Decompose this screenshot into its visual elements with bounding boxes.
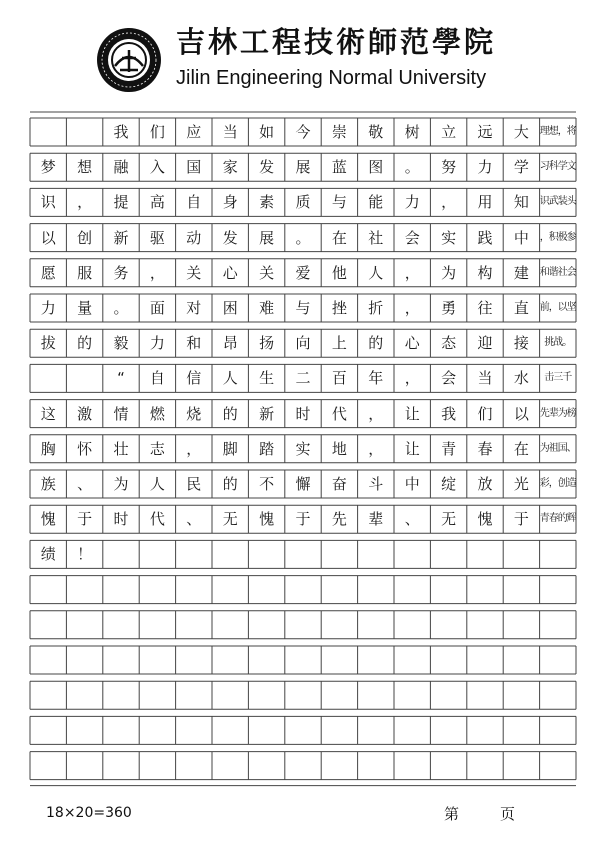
essay-char: 往 — [477, 299, 493, 317]
essay-char: 构 — [477, 263, 493, 282]
essay-char: 这 — [40, 404, 56, 423]
essay-char: 青春的辉 — [539, 513, 576, 525]
essay-char: 梦 — [40, 158, 56, 177]
essay-char: 图 — [368, 158, 384, 177]
essay-char: 的 — [368, 334, 384, 353]
essay-char — [66, 118, 102, 146]
essay-char: 在 — [513, 439, 529, 458]
essay-char: 人 — [368, 263, 384, 282]
essay-char: 展 — [295, 158, 311, 177]
essay-char: 勇 — [441, 299, 457, 317]
essay-char: 、 — [404, 510, 420, 529]
essay-char: 二 — [295, 369, 311, 388]
essay-char: 他 — [331, 263, 347, 282]
essay-char: 族 — [40, 475, 56, 493]
essay-char: 自 — [186, 193, 202, 212]
essay-char: 愧 — [259, 510, 275, 529]
essay-char: 为祖国、 — [539, 442, 576, 454]
essay-char: ， — [404, 299, 420, 317]
essay-char: 大 — [513, 123, 529, 141]
essay-char: 人 — [222, 369, 238, 388]
essay-char: 在 — [331, 228, 347, 247]
essay-char: 树 — [404, 123, 420, 141]
essay-char: 关 — [259, 263, 275, 282]
essay-char: 生 — [259, 369, 275, 388]
essay-char: 无 — [222, 510, 238, 529]
essay-char: 与 — [295, 299, 311, 317]
essay-char: 和谐社会 — [539, 266, 576, 278]
essay-char: 先辈为榜 — [539, 407, 576, 419]
essay-char: 以 — [40, 228, 56, 247]
essay-char: ， — [404, 369, 420, 388]
essay-char: 发 — [222, 228, 238, 247]
essay-char: 迎 — [477, 334, 493, 353]
essay-char: 拔 — [40, 334, 56, 353]
essay-char: 绽 — [441, 475, 457, 493]
essay-char: 识武装头 — [539, 196, 576, 208]
essay-char: 不 — [259, 475, 275, 493]
essay-char: 人 — [149, 475, 165, 493]
essay-char: ， — [441, 193, 457, 212]
essay-char: 提 — [113, 193, 129, 212]
essay-char: 为 — [441, 263, 457, 282]
essay-char: ， — [368, 439, 384, 458]
grid-capacity-label: 18×20=360 — [46, 805, 132, 821]
essay-char: 能 — [368, 193, 384, 212]
essay-char: ， — [368, 404, 384, 423]
essay-char: ！ — [77, 545, 93, 564]
essay-char: 、 — [186, 510, 202, 529]
essay-char: 绩 — [40, 545, 56, 564]
essay-char: 与 — [331, 193, 347, 212]
essay-char: 接 — [513, 334, 529, 353]
essay-char: ， — [149, 263, 165, 282]
essay-char: 创 — [77, 228, 93, 247]
essay-char: 知 — [513, 193, 529, 212]
essay-char: 高 — [149, 193, 165, 212]
essay-char: 远 — [477, 123, 493, 141]
essay-char: ， — [404, 263, 420, 282]
essay-char: 当 — [477, 369, 493, 388]
essay-char: 挫 — [331, 299, 347, 317]
essay-char: 困 — [222, 299, 238, 317]
essay-char: 驱 — [149, 228, 165, 247]
essay-char: ， — [186, 439, 202, 458]
page-number-prefix: 第 — [444, 805, 460, 823]
essay-char: 让 — [404, 439, 420, 458]
essay-char: 想 — [77, 158, 93, 177]
essay-char: 毅 — [113, 334, 129, 353]
essay-char: 、 — [77, 475, 93, 493]
essay-char: 实 — [295, 439, 311, 458]
essay-char: 力 — [477, 158, 493, 177]
essay-char: 入 — [149, 158, 165, 177]
essay-char: 国 — [186, 158, 202, 177]
essay-char: 家 — [222, 158, 238, 177]
essay-char: 量 — [77, 299, 93, 317]
essay-char: 奋 — [331, 475, 347, 493]
essay-char: 我 — [113, 123, 129, 141]
essay-char: 社 — [368, 228, 384, 247]
essay-char: 愧 — [40, 510, 56, 529]
essay-char: 斗 — [368, 475, 384, 493]
essay-char: 击三千 — [544, 372, 572, 384]
essay-char: 服 — [77, 263, 93, 282]
essay-char: 和 — [186, 334, 202, 353]
essay-char: 无 — [441, 510, 457, 529]
essay-char: 代 — [331, 404, 347, 423]
essay-char: 的 — [222, 475, 238, 493]
essay-char: 关 — [186, 263, 202, 282]
essay-char: 彩，创造 — [539, 478, 576, 489]
essay-char: 如 — [259, 123, 275, 141]
essay-char: 对 — [186, 299, 202, 317]
essay-char: 敬 — [368, 123, 384, 141]
essay-char: 信 — [186, 369, 202, 388]
essay-char: 直 — [513, 299, 529, 317]
essay-char: 踏 — [259, 439, 275, 458]
essay-char: 青 — [441, 439, 457, 458]
essay-char: 愧 — [477, 510, 493, 529]
page-number-suffix: 页 — [500, 805, 516, 823]
essay-char: ， — [77, 193, 93, 212]
essay-char: 志 — [149, 439, 165, 458]
essay-char: 素 — [259, 193, 275, 212]
essay-char: 让 — [404, 404, 420, 423]
essay-char: 折 — [368, 299, 384, 317]
essay-char: 自 — [149, 369, 165, 388]
essay-char: 百 — [331, 369, 347, 388]
essay-char: 习科学文 — [539, 161, 576, 173]
essay-char: 壮 — [113, 439, 129, 458]
essay-char: 于 — [77, 510, 93, 529]
essay-char: 质 — [295, 193, 311, 212]
essay-char: 展 — [259, 228, 275, 247]
essay-char: 力 — [404, 193, 420, 212]
essay-char: 。 — [295, 228, 311, 247]
essay-char: 新 — [113, 228, 129, 247]
essay-char: 先 — [331, 510, 347, 529]
essay-char: 放 — [477, 475, 493, 493]
essay-char: 应 — [186, 123, 202, 141]
essay-char: 烧 — [186, 404, 202, 423]
essay-char: 会 — [404, 228, 420, 247]
essay-char: 新 — [259, 404, 275, 423]
essay-char: 态 — [441, 334, 457, 353]
essay-char: 怀 — [77, 439, 93, 458]
essay-char: 辈 — [368, 510, 384, 529]
essay-char: 努 — [441, 158, 457, 177]
essay-char: 发 — [259, 158, 275, 177]
essay-char: 的 — [222, 404, 238, 423]
essay-char: 务 — [113, 263, 129, 282]
essay-char: 建 — [513, 263, 529, 282]
essay-char: 融 — [113, 158, 129, 177]
essay-char: 扬 — [259, 334, 275, 353]
essay-char: 立 — [441, 123, 457, 141]
essay-char: 时 — [113, 510, 129, 529]
essay-char: 蓝 — [331, 158, 347, 177]
essay-char: 为 — [113, 475, 129, 493]
essay-char: 当 — [222, 123, 238, 141]
essay-char: 激 — [77, 404, 93, 423]
essay-char: 地 — [331, 439, 347, 458]
essay-char: 理想，将 — [539, 126, 576, 137]
essay-char: 前，以坚 — [539, 302, 576, 313]
essay-char: 们 — [149, 123, 165, 141]
essay-char: 面 — [149, 299, 165, 317]
essay-char: 时 — [295, 404, 311, 423]
essay-char: 力 — [40, 299, 56, 317]
essay-char: 水 — [513, 369, 529, 388]
university-name-english: Jilin Engineering Normal University — [176, 67, 487, 89]
essay-char: 践 — [477, 228, 493, 247]
essay-char: 以 — [513, 404, 529, 423]
essay-char: 实 — [441, 228, 457, 247]
essay-char: 难 — [259, 299, 275, 317]
essay-char: 中 — [404, 475, 420, 493]
essay-char: 们 — [477, 404, 493, 423]
essay-char: 代 — [149, 510, 165, 529]
essay-char: 民 — [186, 475, 202, 493]
essay-char: 的 — [77, 334, 93, 353]
essay-char: 燃 — [149, 404, 165, 423]
essay-char: 挑战。 — [544, 337, 572, 349]
essay-char — [30, 118, 66, 146]
essay-char: 昂 — [222, 334, 238, 353]
essay-char: 中 — [513, 228, 529, 247]
essay-char: 于 — [513, 510, 529, 529]
essay-char: 愿 — [40, 263, 56, 282]
essay-char: 向 — [295, 334, 311, 353]
essay-char: 今 — [295, 123, 311, 141]
essay-char: 上 — [331, 334, 347, 353]
essay-char: 识 — [40, 193, 56, 212]
essay-char: 脚 — [222, 439, 238, 458]
essay-char: 于 — [295, 510, 311, 529]
essay-char: 我 — [441, 404, 457, 423]
essay-char: 胸 — [40, 439, 56, 458]
essay-char: ，积极参 — [539, 231, 576, 243]
essay-char: 崇 — [331, 123, 347, 141]
essay-char: 情 — [113, 404, 129, 423]
essay-char: 年 — [368, 369, 384, 388]
essay-char: 力 — [149, 334, 165, 353]
essay-char: 爱 — [295, 263, 311, 282]
essay-char: 光 — [513, 475, 529, 493]
essay-char — [66, 364, 102, 392]
essay-char: “ — [117, 369, 125, 388]
essay-char: 动 — [186, 228, 202, 247]
essay-char: 。 — [113, 299, 129, 317]
essay-char: 会 — [441, 369, 457, 388]
essay-char: 学 — [513, 158, 529, 177]
essay-char: 心 — [222, 263, 238, 282]
essay-char: 懈 — [295, 475, 311, 493]
essay-char: 身 — [222, 193, 238, 212]
essay-char: 。 — [404, 158, 420, 177]
essay-char: 春 — [477, 439, 493, 458]
essay-char: 心 — [404, 334, 420, 353]
essay-char — [30, 364, 66, 392]
essay-char: 用 — [477, 193, 493, 212]
university-name-chinese: 吉林工程技術師范學院 — [176, 25, 497, 59]
